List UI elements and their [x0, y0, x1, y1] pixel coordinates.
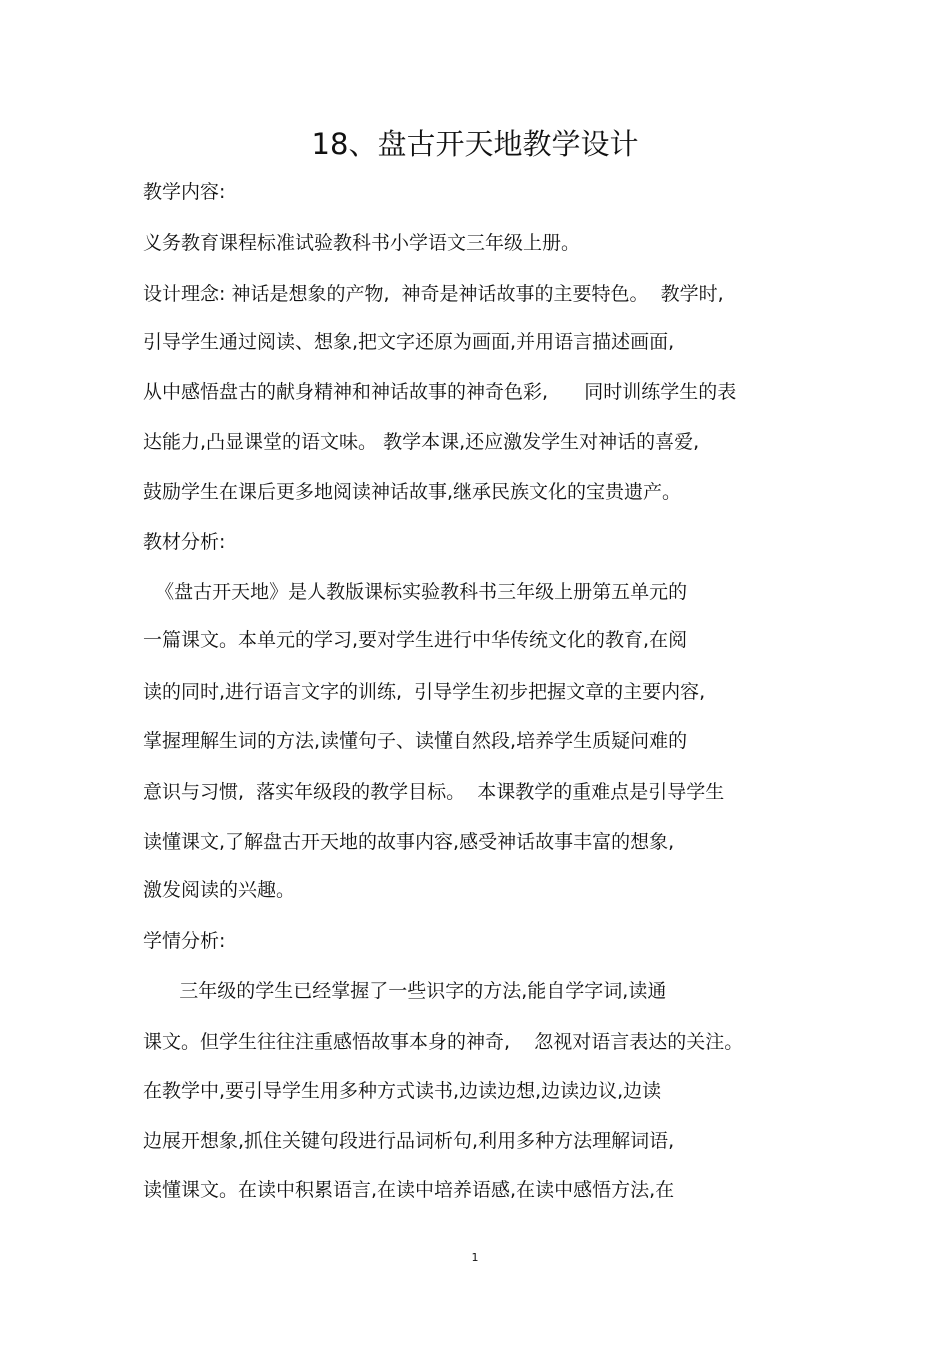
text-line: 从中感悟盘古的献身精神和神话故事的神奇色彩, 同时训练学生的表: [143, 381, 737, 403]
text-line: 掌握理解生词的方法,读懂句子、读懂自然段,培养学生质疑问难的: [143, 730, 688, 752]
text-line: 课文。但学生往往注重感悟故事本身的神奇, 忽视对语言表达的关注。: [143, 1031, 744, 1053]
document-title: 18、盘古开天地教学设计: [311, 127, 639, 161]
text-line: 达能力,凸显课堂的语文味。 教学本课,还应激发学生对神话的喜爱,: [143, 431, 700, 453]
text-line: 引导学生通过阅读、想象,把文字还原为画面,并用语言描述画面,: [143, 331, 675, 353]
text-line: 激发阅读的兴趣。: [143, 879, 296, 901]
text-line: 《盘古开天地》是人教版课标实验教科书三年级上册第五单元的: [143, 581, 688, 603]
text-line: 读的同时,进行语言文字的训练, 引导学生初步把握文章的主要内容,: [143, 681, 706, 703]
text-line: 义务教育课程标准试验教科书小学语文三年级上册。: [143, 232, 581, 254]
text-line: 学情分析:: [143, 930, 226, 952]
text-line: 教材分析:: [143, 531, 226, 553]
text-line: 三年级的学生已经掌握了一些识字的方法,能自学字词,读通: [143, 980, 667, 1002]
text-line: 读懂课文,了解盘古开天地的故事内容,感受神话故事丰富的想象,: [143, 831, 675, 853]
text-line: 一篇课文。本单元的学习,要对学生进行中华传统文化的教育,在阅: [143, 629, 688, 651]
text-line: 边展开想象,抓住关键句段进行品词析句,利用多种方法理解词语,: [143, 1130, 675, 1152]
text-line: 鼓励学生在课后更多地阅读神话故事,继承民族文化的宝贵遗产。: [143, 481, 682, 503]
text-line: 在教学中,要引导学生用多种方式读书,边读边想,边读边议,边读: [143, 1080, 662, 1102]
text-line: 教学内容:: [143, 181, 226, 203]
text-line: 读懂课文。在读中积累语言,在读中培养语感,在读中感悟方法,在: [143, 1179, 675, 1201]
text-line: 设计理念: 神话是想象的产物, 神奇是神话故事的主要特色。 教学时,: [143, 283, 724, 305]
text-line: 意识与习惯, 落实年级段的教学目标。 本课教学的重难点是引导学生: [143, 781, 725, 803]
page-number: 1: [471, 1251, 479, 1264]
